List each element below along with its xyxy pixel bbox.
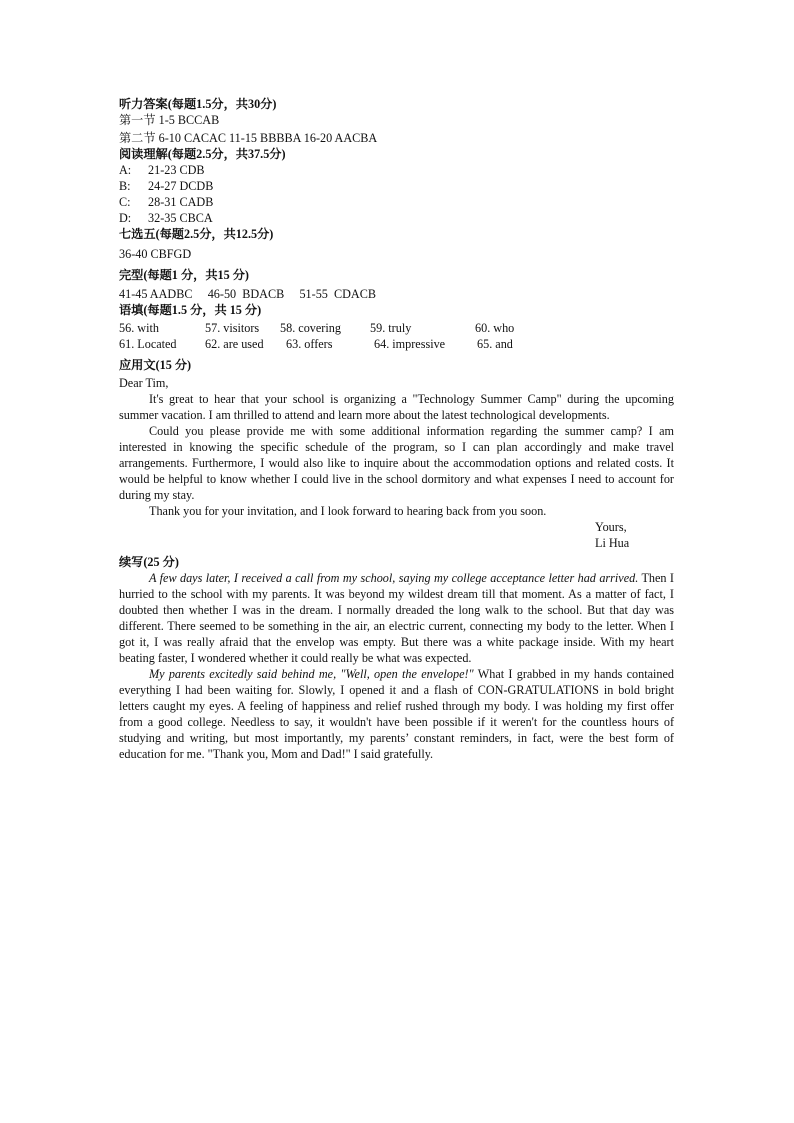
reading-answer: 32-35 CBCA [148, 211, 213, 225]
grammar-answer: 59. truly [370, 321, 412, 335]
reading-answers [119, 162, 674, 226]
letter-salutation: Dear Tim, [119, 376, 169, 390]
letter-paragraph: It's great to hear that your school is organizing a "Technology Summer Camp" during the upcoming summer vacation. I am thrilled to attend and learn more about the latest technological developments. [119, 392, 674, 422]
listening-section2: 第二节 6-10 CACAC 11-15 BBBBA 16-20 AACBA [119, 131, 378, 145]
reading-label: D: [119, 211, 132, 225]
continuation-paragraph [119, 570, 674, 666]
listening-section1: 第一节 1-5 BCCAB [119, 113, 220, 127]
seven-answer: 36-40 CBFGD [119, 247, 192, 261]
grammar-answer: 56. with [119, 321, 159, 335]
answer-key-page [119, 96, 674, 762]
grammar-answer: 65. and [477, 337, 513, 351]
grammar-answer: 63. offers [286, 337, 333, 351]
reading-answer: 28-31 CADB [148, 195, 214, 209]
grammar-heading: 语填(每题1.5 分，共 15 分) [119, 303, 262, 317]
grammar-answer: 62. are used [205, 337, 264, 351]
continuation-heading: 续写(25 分) [119, 555, 179, 569]
grammar-answer: 58. covering [280, 321, 341, 335]
reading-heading: 阅读理解(每题2.5分，共37.5分) [119, 147, 286, 161]
grammar-row-2 [119, 336, 674, 352]
reading-label: C: [119, 195, 131, 209]
reading-answer: 24-27 DCDB [148, 179, 214, 193]
continuation-text: What I grabbed in my hands contained everything I had been waiting for. Slowly, I opened it and a flash of CON-GRATULATIONS in bold bright letters caught my eyes. A feeling of happiness and relief rushed through my body. I was holding my first offer from a good college. Needless to say, it wouldn't have been possible if it weren't for the countless hours of studying and writing, but most importantly, my parents’ constant reminders, in fact, were the best form of education for me. "Thank you, Mom and Dad!" I said gratefully. [119, 667, 674, 761]
listening-heading: 听力答案(每题1.5分，共30分) [119, 97, 277, 111]
reading-label: B: [119, 179, 131, 193]
continuation-text: Then I hurried to the school with my parents. It was beyond my wildest dream till that moment. As a matter of fact, I doubted then whether I was in the dream. I normally dreaded the long walk to the school. But that day was different. There seemed to be something in the air, an electric current, connecting my body to the letter. When I got it, I was really afraid that the envelop was empty. But there was a white package inside. With my heart beating faster, I wondered whether it could really be what was expected. [119, 571, 674, 665]
letter-closing: Yours, [595, 520, 627, 534]
continuation-paragraph [119, 666, 674, 762]
letter-paragraph: Could you please provide me with some additional information regarding the summer camp? I am interested in knowing the specific schedule of the program, so I can plan accordingly and make travel arrangements. Furthermore, I would also like to inquire about the accommodation options and related costs. It would be helpful to know whether I could live in the school dormitory and what expenses I need to account for during my stay. [119, 424, 674, 502]
seven-heading: 七选五(每题2.5分，共12.5分) [119, 227, 274, 241]
reading-answer: 21-23 CDB [148, 163, 205, 177]
grammar-row-1 [119, 320, 674, 336]
grammar-answer: 57. visitors [205, 321, 260, 335]
application-letter [119, 375, 674, 551]
grammar-answer: 64. impressive [374, 337, 446, 351]
letter-signature: Li Hua [595, 536, 630, 550]
reading-row-a [119, 162, 674, 178]
given-sentence: My parents excitedly said behind me, "Well, open the envelope!" [149, 667, 474, 681]
letter-heading: 应用文(15 分) [119, 358, 192, 372]
continuation-writing [119, 570, 674, 762]
reading-row-d [119, 210, 674, 226]
cloze-answer: 41-45 AADBC 46-50 BDACB 51-55 CDACB [119, 287, 376, 301]
given-sentence: A few days later, I received a call from my school, saying my college acceptance letter had arrived. [149, 571, 639, 585]
grammar-answer: 61. Located [119, 337, 177, 351]
cloze-heading: 完型(每题1 分，共15 分) [119, 268, 249, 282]
reading-row-c [119, 194, 674, 210]
reading-row-b [119, 178, 674, 194]
reading-label: A: [119, 163, 132, 177]
grammar-answer: 60. who [475, 321, 515, 335]
letter-paragraph: Thank you for your invitation, and I look forward to hearing back from you soon. [149, 504, 547, 518]
